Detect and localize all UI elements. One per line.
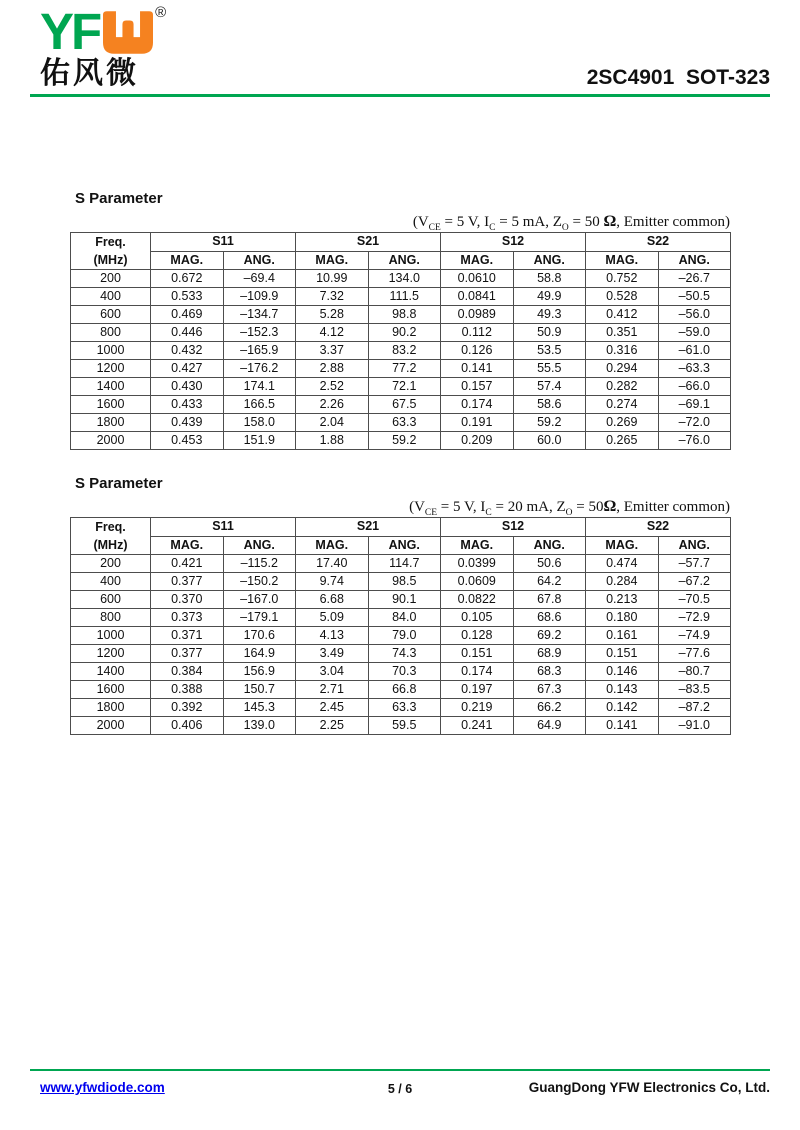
table-cell: 0.180	[586, 609, 659, 627]
col-header-ang: ANG.	[368, 536, 441, 555]
table-cell: 1800	[71, 699, 151, 717]
table-cell: –66.0	[658, 378, 731, 396]
table-cell: 17.40	[296, 555, 369, 573]
table-cell: 0.126	[441, 342, 514, 360]
table-row	[71, 270, 731, 288]
table-cell: 0.219	[441, 699, 514, 717]
col-header-mag: MAG.	[586, 251, 659, 270]
table-row	[71, 609, 731, 627]
table-cell: 0.453	[151, 432, 224, 450]
table-cell: –176.2	[223, 360, 296, 378]
logo-w-icon	[103, 11, 153, 54]
table-cell: 0.421	[151, 555, 224, 573]
table-cell: 0.151	[586, 645, 659, 663]
table-cell: 156.9	[223, 663, 296, 681]
table-cell: –87.2	[658, 699, 731, 717]
table-cell: 0.191	[441, 414, 514, 432]
registered-trademark-icon: ®	[155, 4, 167, 21]
table-cell: 3.49	[296, 645, 369, 663]
col-header-s21: S21	[296, 518, 441, 537]
table-cell: 0.427	[151, 360, 224, 378]
logo-wordmark	[40, 3, 167, 60]
table-cell: –77.6	[658, 645, 731, 663]
col-header-mag: MAG.	[586, 536, 659, 555]
page-number: 5 / 6	[387, 1082, 413, 1096]
condition-text: = 20 mA, Z	[491, 499, 566, 515]
table-cell: 70.3	[368, 663, 441, 681]
condition-text: , Emitter common)	[616, 499, 730, 515]
table-cell: 72.1	[368, 378, 441, 396]
table-cell: 0.474	[586, 555, 659, 573]
table-cell: 67.3	[513, 681, 586, 699]
table-cell: –74.9	[658, 627, 731, 645]
table-row	[71, 627, 731, 645]
table-cell: 0.377	[151, 645, 224, 663]
header-rule	[30, 94, 770, 97]
condition-subscript: CE	[428, 223, 441, 233]
table-cell: 74.3	[368, 645, 441, 663]
table-cell: 0.0399	[441, 555, 514, 573]
table-cell: –69.4	[223, 270, 296, 288]
col-header-ang: ANG.	[513, 536, 586, 555]
table-cell: –70.5	[658, 591, 731, 609]
condition-text: , Emitter common)	[616, 214, 730, 230]
table-cell: 0.351	[586, 324, 659, 342]
table-subheader-row	[71, 536, 731, 555]
table-cell: 4.12	[296, 324, 369, 342]
table-cell: 63.3	[368, 699, 441, 717]
table-subheader-row	[71, 251, 731, 270]
table-cell: 1.88	[296, 432, 369, 450]
table-cell: 0.752	[586, 270, 659, 288]
table-cell: 50.9	[513, 324, 586, 342]
table-cell: 0.151	[441, 645, 514, 663]
table-cell: –179.1	[223, 609, 296, 627]
table-cell: 4.13	[296, 627, 369, 645]
table-cell: 111.5	[368, 288, 441, 306]
table-cell: 60.0	[513, 432, 586, 450]
table-cell: –61.0	[658, 342, 731, 360]
col-header-ang: ANG.	[223, 536, 296, 555]
table-cell: 600	[71, 306, 151, 324]
table-cell: –150.2	[223, 573, 296, 591]
table-cell: 800	[71, 324, 151, 342]
table-cell: –167.0	[223, 591, 296, 609]
table-cell: 400	[71, 288, 151, 306]
table-cell: –76.0	[658, 432, 731, 450]
table-cell: –50.5	[658, 288, 731, 306]
table-cell: 55.5	[513, 360, 586, 378]
condition-text: = 5 V, I	[437, 499, 486, 515]
table-cell: 600	[71, 591, 151, 609]
table-cell: 166.5	[223, 396, 296, 414]
col-header-mag: MAG.	[296, 536, 369, 555]
table-cell: –152.3	[223, 324, 296, 342]
section-title-sparameter-1: S Parameter	[75, 190, 163, 207]
table-cell: 90.2	[368, 324, 441, 342]
table-cell: 0.388	[151, 681, 224, 699]
s-parameter-table-2	[70, 517, 731, 735]
table-row	[71, 342, 731, 360]
col-header-freq-unit: (MHz)	[93, 538, 128, 552]
table-row	[71, 573, 731, 591]
table-cell: –59.0	[658, 324, 731, 342]
table-cell: 0.112	[441, 324, 514, 342]
col-header-ang: ANG.	[513, 251, 586, 270]
table-cell: –115.2	[223, 555, 296, 573]
yfw-logo	[40, 3, 167, 90]
table-cell: 2.45	[296, 699, 369, 717]
table-cell: 200	[71, 270, 151, 288]
table-cell: 0.533	[151, 288, 224, 306]
table-cell: 59.2	[513, 414, 586, 432]
col-header-ang: ANG.	[658, 251, 731, 270]
table-cell: 1400	[71, 663, 151, 681]
table-cell: 5.09	[296, 609, 369, 627]
table-cell: 0.439	[151, 414, 224, 432]
table-cell: 0.105	[441, 609, 514, 627]
table-cell: 174.1	[223, 378, 296, 396]
table-cell: 0.143	[586, 681, 659, 699]
col-header-freq-unit: (MHz)	[93, 253, 128, 267]
table-cell: 0.241	[441, 717, 514, 735]
logo-text-yf: YF	[40, 3, 100, 60]
col-header-freq	[71, 233, 151, 270]
table-cell: 200	[71, 555, 151, 573]
footer-rule	[30, 1069, 770, 1071]
table-cell: –109.9	[223, 288, 296, 306]
table-cell: 800	[71, 609, 151, 627]
table-cell: 0.128	[441, 627, 514, 645]
table-cell: 5.28	[296, 306, 369, 324]
table-row	[71, 378, 731, 396]
table-row	[71, 432, 731, 450]
table-cell: 49.9	[513, 288, 586, 306]
table-cell: 59.5	[368, 717, 441, 735]
table-cell: 0.282	[586, 378, 659, 396]
table-cell: 53.5	[513, 342, 586, 360]
table-cell: 69.2	[513, 627, 586, 645]
table-cell: 0.0609	[441, 573, 514, 591]
table-cell: 7.32	[296, 288, 369, 306]
col-header-s21: S21	[296, 233, 441, 252]
table-cell: 0.197	[441, 681, 514, 699]
table-cell: 134.0	[368, 270, 441, 288]
col-header-s12: S12	[441, 233, 586, 252]
table-cell: 150.7	[223, 681, 296, 699]
table-cell: 0.141	[441, 360, 514, 378]
table-cell: 0.432	[151, 342, 224, 360]
table-cell: 0.269	[586, 414, 659, 432]
table-cell: 67.8	[513, 591, 586, 609]
table-row	[71, 288, 731, 306]
table-row	[71, 396, 731, 414]
table-cell: 0.265	[586, 432, 659, 450]
table-cell: 0.0989	[441, 306, 514, 324]
table-cell: 0.142	[586, 699, 659, 717]
col-header-mag: MAG.	[441, 251, 514, 270]
table-cell: 83.2	[368, 342, 441, 360]
condition-text: = 50	[572, 499, 604, 515]
page-title: 2SC4901 SOT-323	[586, 66, 770, 89]
table-cell: 59.2	[368, 432, 441, 450]
table-cell: 1200	[71, 645, 151, 663]
col-header-ang: ANG.	[658, 536, 731, 555]
table-cell: 98.8	[368, 306, 441, 324]
company-name: GuangDong YFW Electronics Co, Ltd.	[528, 1080, 770, 1095]
col-header-s22: S22	[586, 233, 731, 252]
condition-text: (V	[409, 499, 425, 515]
table-row	[71, 645, 731, 663]
table-cell: 2.52	[296, 378, 369, 396]
table-cell: 84.0	[368, 609, 441, 627]
table-cell: 0.146	[586, 663, 659, 681]
table-cell: 2.71	[296, 681, 369, 699]
website-link[interactable]: www.yfwdiode.com	[40, 1080, 165, 1095]
col-header-s12: S12	[441, 518, 586, 537]
test-condition-1	[413, 213, 730, 233]
table-cell: –134.7	[223, 306, 296, 324]
table-cell: 58.8	[513, 270, 586, 288]
table-cell: 3.37	[296, 342, 369, 360]
table-row	[71, 591, 731, 609]
logo-chinese-text: 佑风微	[40, 57, 139, 90]
table-cell: 1000	[71, 627, 151, 645]
table-cell: –72.9	[658, 609, 731, 627]
table-cell: 57.4	[513, 378, 586, 396]
table-cell: 0.161	[586, 627, 659, 645]
condition-subscript: C	[485, 508, 492, 518]
table-cell: 6.68	[296, 591, 369, 609]
omega-symbol: Ω	[603, 498, 617, 515]
table-cell: 10.99	[296, 270, 369, 288]
table-cell: –56.0	[658, 306, 731, 324]
s-parameter-table-1	[70, 232, 731, 450]
table-cell: 98.5	[368, 573, 441, 591]
table-cell: 0.213	[586, 591, 659, 609]
condition-subscript: O	[561, 223, 569, 233]
table-cell: 66.2	[513, 699, 586, 717]
table-cell: –69.1	[658, 396, 731, 414]
table-body	[71, 555, 731, 735]
table-cell: 2000	[71, 717, 151, 735]
table-cell: –165.9	[223, 342, 296, 360]
table-cell: 0.528	[586, 288, 659, 306]
table-cell: 2000	[71, 432, 151, 450]
col-header-freq	[71, 518, 151, 555]
table-cell: 0.412	[586, 306, 659, 324]
table-cell: 1800	[71, 414, 151, 432]
table-cell: 0.274	[586, 396, 659, 414]
table-cell: 0.141	[586, 717, 659, 735]
table-cell: 0.209	[441, 432, 514, 450]
table-cell: –83.5	[658, 681, 731, 699]
table-cell: 49.3	[513, 306, 586, 324]
table-cell: 0.0822	[441, 591, 514, 609]
table-cell: 0.433	[151, 396, 224, 414]
table-cell: 77.2	[368, 360, 441, 378]
table-cell: 64.9	[513, 717, 586, 735]
table-cell: 0.157	[441, 378, 514, 396]
table-cell: –67.2	[658, 573, 731, 591]
table-row	[71, 414, 731, 432]
table-cell: 0.392	[151, 699, 224, 717]
table-cell: 0.316	[586, 342, 659, 360]
table-cell: 0.377	[151, 573, 224, 591]
table-cell: 68.9	[513, 645, 586, 663]
table-cell: 63.3	[368, 414, 441, 432]
table-row	[71, 699, 731, 717]
table-cell: 2.26	[296, 396, 369, 414]
table-cell: 58.6	[513, 396, 586, 414]
table-cell: –63.3	[658, 360, 731, 378]
table-cell: 0.174	[441, 396, 514, 414]
col-header-s11: S11	[151, 518, 296, 537]
table-cell: –26.7	[658, 270, 731, 288]
table-cell: 0.373	[151, 609, 224, 627]
table-cell: 0.371	[151, 627, 224, 645]
table-cell: 114.7	[368, 555, 441, 573]
table-cell: 3.04	[296, 663, 369, 681]
table-header-row	[71, 233, 731, 252]
table-cell: 50.6	[513, 555, 586, 573]
table-cell: 164.9	[223, 645, 296, 663]
col-header-ang: ANG.	[368, 251, 441, 270]
col-header-s11: S11	[151, 233, 296, 252]
col-header-mag: MAG.	[151, 536, 224, 555]
table-cell: 0.384	[151, 663, 224, 681]
table-cell: 158.0	[223, 414, 296, 432]
table-cell: 0.446	[151, 324, 224, 342]
table-cell: 0.430	[151, 378, 224, 396]
table-cell: 0.174	[441, 663, 514, 681]
table-body	[71, 270, 731, 450]
condition-text: = 5 mA, Z	[495, 214, 562, 230]
table-cell: 0.672	[151, 270, 224, 288]
table-cell: 0.284	[586, 573, 659, 591]
table-cell: 145.3	[223, 699, 296, 717]
table-cell: 79.0	[368, 627, 441, 645]
table-row	[71, 555, 731, 573]
table-cell: 66.8	[368, 681, 441, 699]
col-header-mag: MAG.	[151, 251, 224, 270]
condition-text: (V	[412, 214, 429, 230]
table-cell: –91.0	[658, 717, 731, 735]
col-header-freq-label: Freq.	[95, 520, 126, 534]
col-header-mag: MAG.	[296, 251, 369, 270]
table-cell: 90.1	[368, 591, 441, 609]
col-header-mag: MAG.	[441, 536, 514, 555]
condition-text: = 50	[568, 214, 604, 230]
table-row	[71, 681, 731, 699]
table-cell: 1600	[71, 681, 151, 699]
omega-symbol: Ω	[603, 213, 617, 230]
table-header-row	[71, 518, 731, 537]
table-row	[71, 324, 731, 342]
table-cell: 2.04	[296, 414, 369, 432]
col-header-s22: S22	[586, 518, 731, 537]
table-cell: 64.2	[513, 573, 586, 591]
table-cell: 1400	[71, 378, 151, 396]
table-cell: 1600	[71, 396, 151, 414]
table-cell: 2.88	[296, 360, 369, 378]
test-condition-2	[409, 498, 730, 518]
table-cell: 151.9	[223, 432, 296, 450]
table-cell: 0.0841	[441, 288, 514, 306]
table-cell: 2.25	[296, 717, 369, 735]
table-row	[71, 306, 731, 324]
section-title-sparameter-2: S Parameter	[75, 475, 163, 492]
table-cell: 68.6	[513, 609, 586, 627]
table-cell: 9.74	[296, 573, 369, 591]
table-cell: 0.469	[151, 306, 224, 324]
table-cell: 0.370	[151, 591, 224, 609]
condition-subscript: O	[565, 508, 573, 518]
col-header-ang: ANG.	[223, 251, 296, 270]
table-row	[71, 717, 731, 735]
col-header-freq-label: Freq.	[95, 235, 126, 249]
table-cell: 170.6	[223, 627, 296, 645]
table-row	[71, 663, 731, 681]
table-cell: –72.0	[658, 414, 731, 432]
condition-text: = 5 V, I	[440, 214, 490, 230]
condition-subscript: C	[489, 223, 496, 233]
table-cell: 68.3	[513, 663, 586, 681]
table-cell: 0.406	[151, 717, 224, 735]
condition-subscript: CE	[424, 508, 438, 518]
table-cell: 400	[71, 573, 151, 591]
table-cell: 1000	[71, 342, 151, 360]
table-row	[71, 360, 731, 378]
table-cell: –57.7	[658, 555, 731, 573]
table-cell: 0.0610	[441, 270, 514, 288]
table-cell: 1200	[71, 360, 151, 378]
table-cell: –80.7	[658, 663, 731, 681]
table-cell: 67.5	[368, 396, 441, 414]
table-cell: 139.0	[223, 717, 296, 735]
table-cell: 0.294	[586, 360, 659, 378]
